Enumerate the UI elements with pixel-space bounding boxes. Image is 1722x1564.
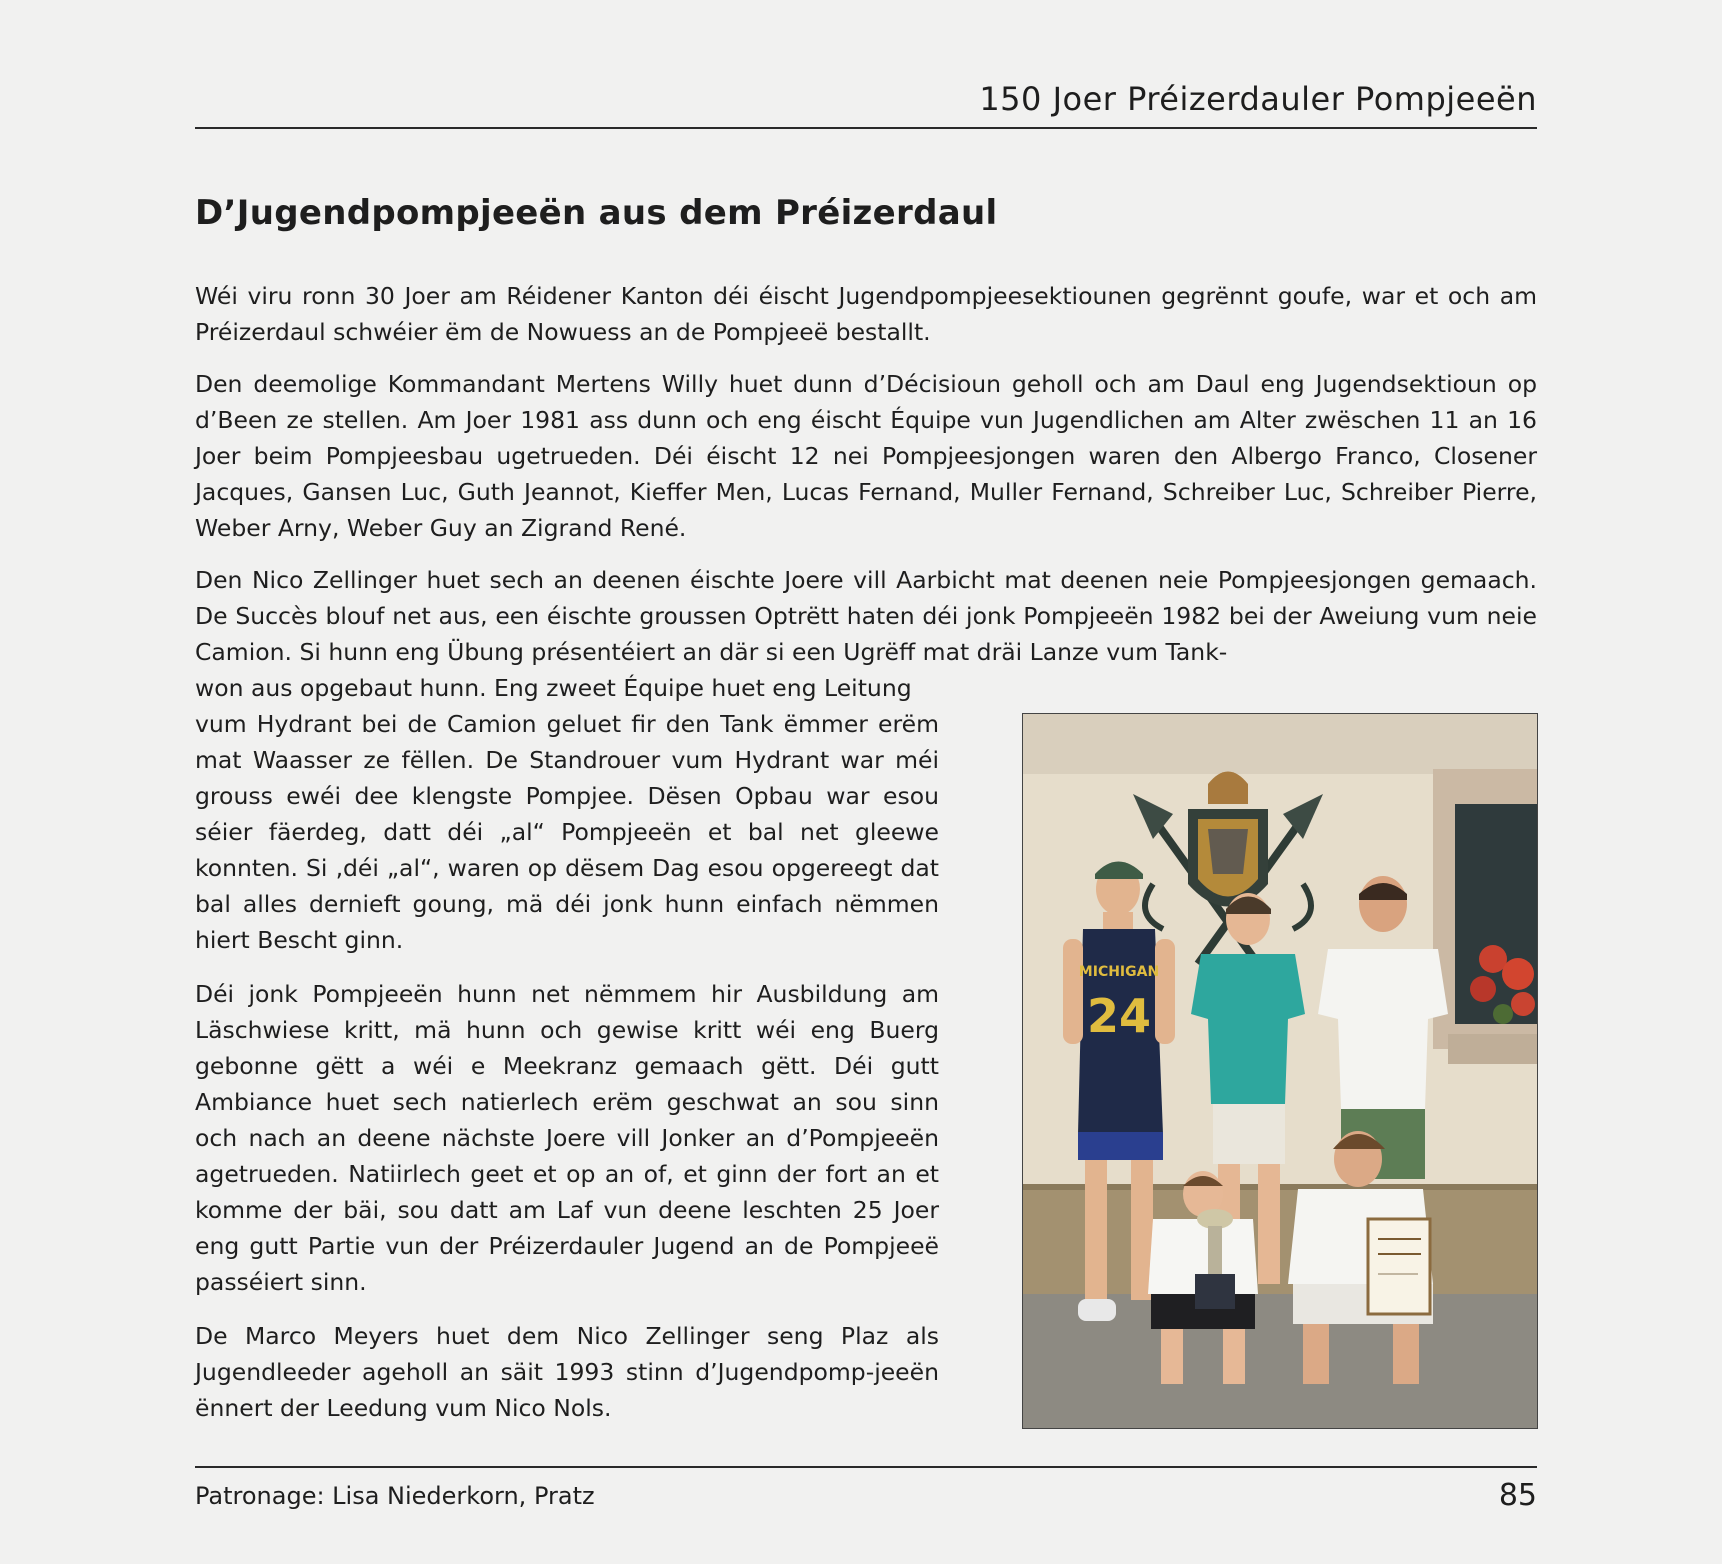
- jersey-number: 24: [1086, 989, 1152, 1043]
- page-number: 85: [1498, 1478, 1537, 1513]
- paragraph-training: Déi jonk Pompjeeën hunn net nëmmem hir Ausbildung am Läschwiese kritt, mä hunn och gewise kritt wéi eng Buerg gebonne gëtt a wéi e Meekranz gemaach gëtt. Déi gutt Ambiance huet sech natierlech erëm geschwat an sou sinn och nach an deene nächste Joere vill Jonker an d’Pompjeeën agetrueden. Natiirlech geet et op an of, et ginn der fort an et komme der bäi, sou datt am Laf vun deene leschten 25 Joer eng gutt Partie vun der Préizerdauler Jugend an de Pompjeeë passéiert sinn.: [195, 980, 939, 1296]
- jersey-text: MICHIGAN: [1078, 964, 1160, 980]
- paragraph-founding: Den deemolige Kommandant Mertens Willy huet dunn d’Décisioun geholl och am Daul eng Jugendsektioun op d’Been ze stellen. Am Joer 1981 ass dunn och eng éischt Équipe vun Jugendlichen am Alter zwëschen 11 an 16 Joer beim Pompjeesbau ugetrueden. Déi éischt 12 nei Pompjeesjongen waren den Albergo Franco, Closener Jacques, Gansen Luc, Guth Jeannot, Kieffer Men, Lucas Fernand, Muller Fernand, Schreiber Luc, Schreiber Pierre, Weber Arny, Weber Guy an Zigrand René.: [195, 370, 1537, 542]
- paragraph-hydrant-first-line: won aus opgebaut hunn. Eng zweet Équipe huet eng Leitung: [195, 674, 912, 702]
- group-photo: [1022, 713, 1538, 1429]
- footer-rule: [195, 1466, 1537, 1468]
- paragraph-intro: Wéi viru ronn 30 Joer am Réidener Kanton déi éischt Jugendpompjeesektiounen gegrënnt goufe, war et och am Préizerdaul schwéier ëm de Nowuess an de Pompjeeë bestallt.: [195, 282, 1537, 346]
- article-title: D’Jugendpompjeeën aus dem Préizerdaul: [195, 193, 998, 233]
- running-header: 150 Joer Préizerdauler Pompjeeën: [979, 80, 1537, 118]
- paragraph-leaders: De Marco Meyers huet dem Nico Zellinger seng Plaz als Jugendleeder ageholl an säit 1993 stinn d’Jugendpomp-jeeën ënnert der Leedung vum Nico Nols.: [195, 1322, 939, 1422]
- paragraph-first-appearance: Den Nico Zellinger huet sech an deenen éischte Joere vill Aarbicht mat deenen neie Pompjeesjongen gemaach. De Succès blouf net aus, een éischte groussen Optrëtt haten déi jonk Pompjeeën 1982 bei der Aweiung vum neie Camion. Si hunn eng Übung présentéiert an där si een Ugrëff mat dräi Lanze vum Tank-: [195, 566, 1537, 666]
- paragraph-hydrant: vum Hydrant bei de Camion geluet fir den Tank ëmmer erëm mat Waasser ze fëllen. De Standrouer vum Hydrant war méi grouss ewéi dee klengste Pompjee. Dësen Opbau war esou séier fäerdeg, datt déi „al“ Pompjeeën et bal net gleewe konnten. Si ‚déi „al“, waren op dësem Dag esou opgereegt dat bal alles dernieft goung, mä déi jonk hunn einfach nëmmen hiert Bescht ginn.: [195, 710, 939, 954]
- header-rule: [195, 127, 1537, 129]
- sponsor-note: Patronage: Lisa Niederkorn, Pratz: [195, 1482, 595, 1510]
